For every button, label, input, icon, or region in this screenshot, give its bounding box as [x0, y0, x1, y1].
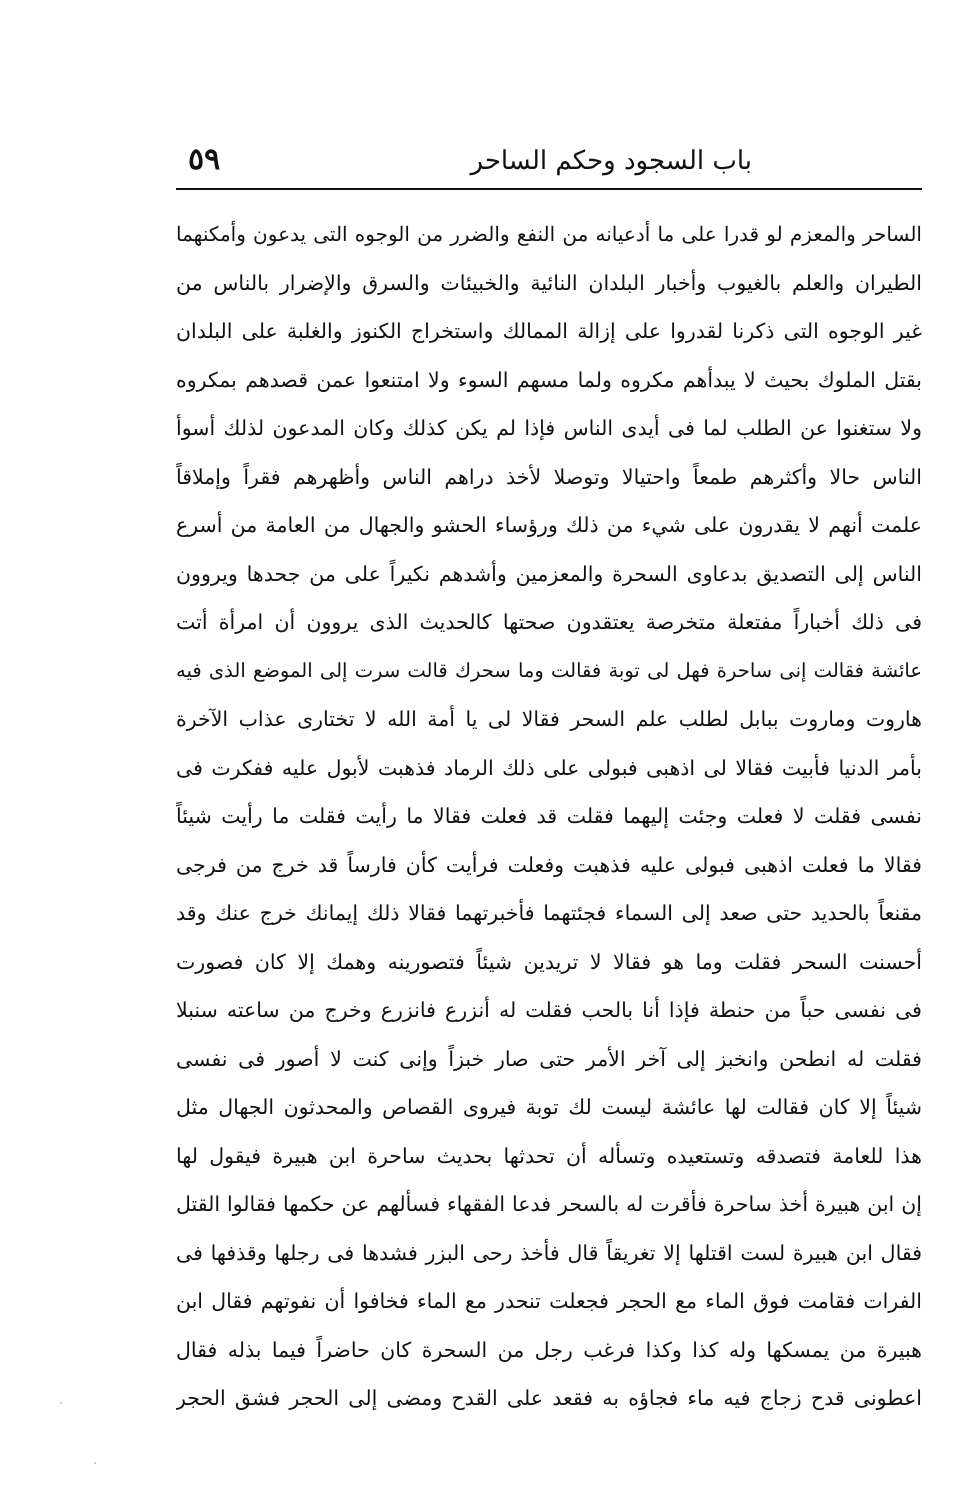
text-line: علمت أنهم لا يقدرون على شيء من ذلك ورؤساء الحشو والجهال من العامة من أسرع: [176, 513, 922, 537]
chapter-title: باب السجود وحكم الساحر: [470, 146, 752, 176]
text-line: بأمر الدنيا فأبيت فقالا لى اذهبى فبولى على ذلك الرماد فذهبت لأبول عليه ففكرت فى: [176, 755, 922, 780]
text-line: هذا للعامة فتصدقه وتستعيده وتسأله أن تحدثها بحديث ساحرة ابن هبيرة فيقول لها: [176, 1143, 922, 1168]
text-line: إن ابن هبيرة أخذ ساحرة فأقرت له بالسحر فدعا الفقهاء فسألهم عن حكمها فقالوا القتل: [176, 1192, 922, 1216]
text-line: فقالا ما فعلت اذهبى فبولى عليه فذهبت وفعلت فرأيت كأن فارساً قد خرج من فرجى: [176, 852, 922, 877]
page-header: [176, 136, 922, 186]
text-line: اعطونى قدح زجاج فيه ماء فجاؤه به فقعد على القدح ومضى إلى الحجر فشق الحجر: [176, 1386, 922, 1410]
text-line: الطيران والعلم بالغيوب وأخبار البلدان النائية والخبيئات والسرق والإضرار بالناس من: [176, 270, 922, 295]
text-line: فى نفسى حباً من حنطة فإذا أنا بالحب فقلت له أنزرع فانزرع وخرج من ساعته سنبلا: [176, 998, 922, 1022]
scan-speck: [60, 1402, 62, 1404]
text-line: مقنعاً بالحديد حتى صعد إلى السماء فجئتهما فأخبرتهما فقالا ذلك إيمانك خرج عنك وقد: [176, 901, 922, 925]
text-line: ولا ستغنوا عن الطلب لما فى أيدى الناس فإذا لم يكن كذلك وكان المدعون لذلك أسوأ: [176, 416, 922, 440]
text-line: غير الوجوه التى ذكرنا لقدروا على إزالة الممالك واستخراج الكنوز والغلبة على البلدان: [176, 319, 922, 343]
scan-speck: [94, 1462, 96, 1464]
text-line: فقلت له انطحن وانخبز إلى آخر الأمر حتى صار خبزاً وإنى كنت لا أصور فى نفسى: [176, 1046, 922, 1071]
text-line: أحسنت السحر فقلت وما هو فقالا لا تريدين شيئاً فتصورينه وهمك إلا كان فصورت: [176, 949, 922, 974]
text-line: الناس حالا وأكثرهم طمعاً واحتيالا وتوصلا لأخذ دراهم الناس وأظهرهم فقراً وإملاقاً: [176, 464, 922, 489]
text-line: الساحر والمعزم لو قدرا على ما أدعيانه من النفع والضرر من الوجوه التى يدعون وأمكنهما: [176, 222, 922, 246]
text-line: هبيرة من يمسكها وله كذا وكذا فرغب رجل من السحرة كان حاضراً فيما بذله فقال: [176, 1337, 922, 1362]
text-line: الفرات فقامت فوق الماء مع الحجر فجعلت تنحدر مع الماء فخافوا أن نفوتهم فقال ابن: [176, 1289, 922, 1313]
page-number: ٥٩: [188, 142, 221, 177]
header-divider: [176, 188, 922, 190]
text-line: نفسى فقلت لا فعلت وجئت إليهما فقلت قد فعلت فقالا ما رأيت فقلت ما رأيت شيئاً: [176, 804, 922, 828]
body-text: [176, 210, 922, 1423]
text-line: فقال ابن هبيرة لست اقتلها إلا تغريقاً قال فأخذ رحى البزر فشدها فى رجلها وقذفها فى: [176, 1240, 922, 1265]
text-line: شيئاً إلا كان فقالت لها عائشة ليست لك توبة فيروى القصاص والمحدثون الجهال مثل: [176, 1095, 922, 1119]
text-line: بقتل الملوك بحيث لا يبدأهم مكروه ولما مسهم السوء ولا امتنعوا عمن قصدهم بمكروه: [176, 367, 922, 392]
text-line: الناس إلى التصديق بدعاوى السحرة والمعزمين وأشدهم نكيراً على من جحدها ويروون: [176, 561, 922, 586]
text-line: عائشة فقالت إنى ساحرة فهل لى توبة فقالت وما سحرك قالت سرت إلى الموضع الذى فيه: [176, 658, 922, 682]
text-line: هاروت وماروت ببابل لطلب علم السحر فقالا لى يا أمة الله لا تختارى عذاب الآخرة: [176, 707, 922, 731]
text-line: فى ذلك أخباراً مفتعلة متخرصة يعتقدون صحتها كالحديث الذى يروون أن امرأة أتت: [176, 610, 922, 634]
